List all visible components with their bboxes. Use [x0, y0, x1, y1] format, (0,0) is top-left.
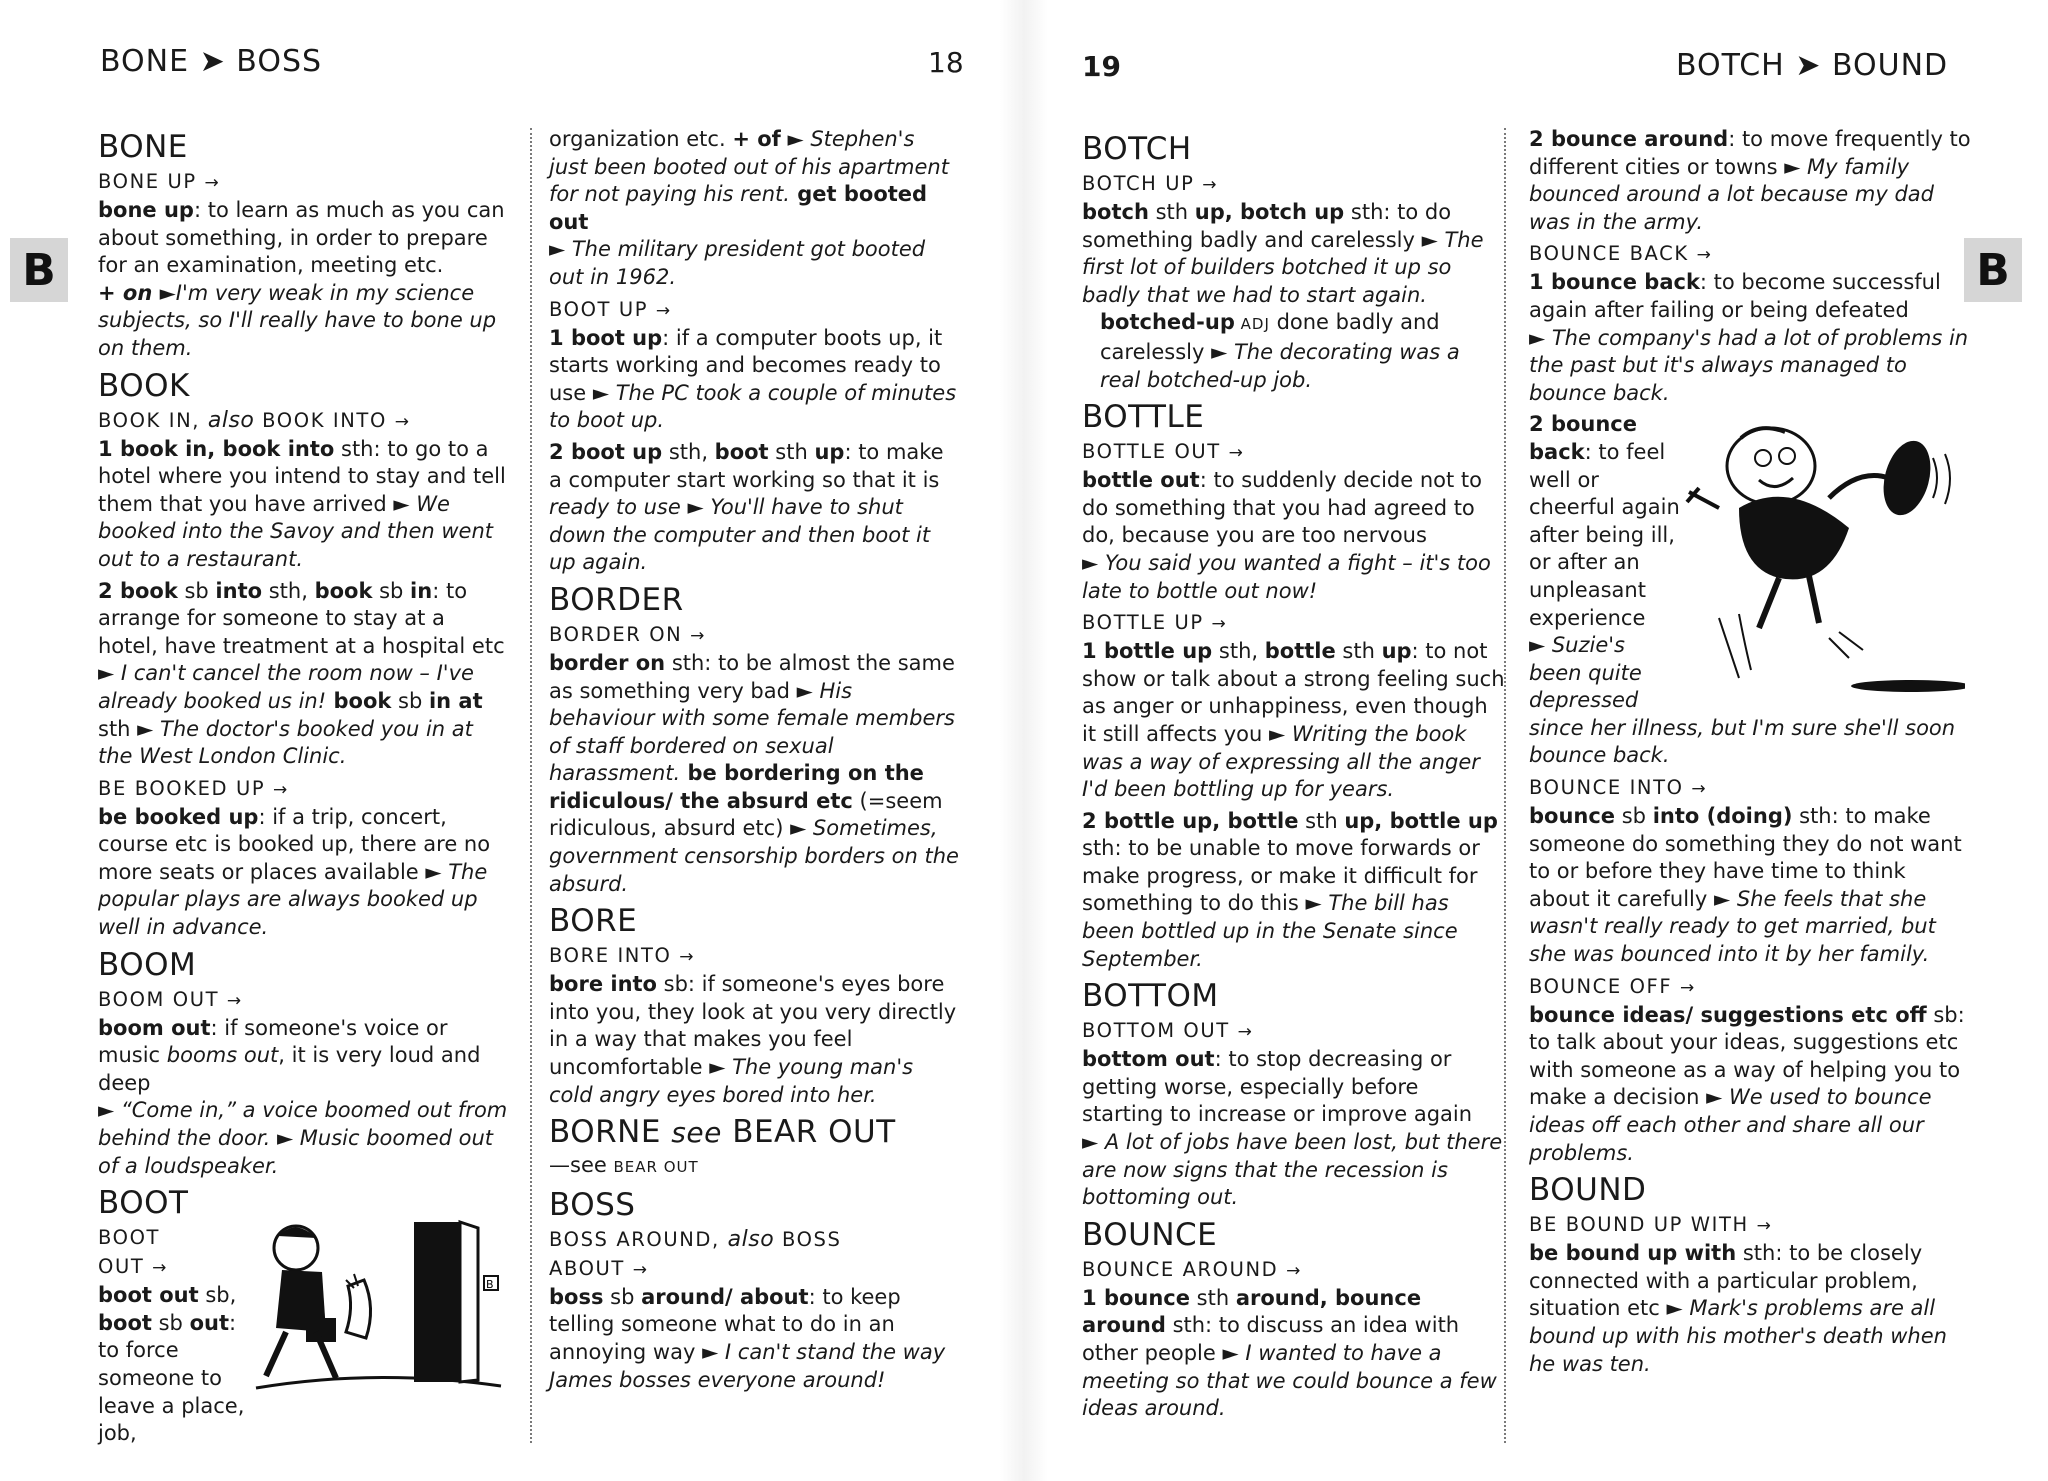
definition-line: after being ill,	[1529, 522, 1675, 547]
phrasal-verb-heading: BOTTLE UP →	[1082, 611, 1228, 635]
definition-line: or after an	[1529, 550, 1640, 575]
phrasal-verb-heading: BOOK IN, also BOOK INTO →	[98, 407, 411, 433]
definition: boot sb out:	[98, 1310, 237, 1335]
definition: be booked up: if a trip, concert, course etc is booked up, there are no more seats or places available ► The popular plays are always booked up well in advance.	[98, 804, 491, 940]
triangle-bullet-icon: ►	[702, 1340, 719, 1364]
triangle-bullet-icon: ►	[1706, 1085, 1723, 1110]
triangle-bullet-icon: ►	[137, 716, 154, 741]
arrow-icon: →	[1696, 245, 1713, 266]
entry-headword: BOOT	[98, 1185, 189, 1222]
triangle-bullet-icon: ►	[1714, 886, 1731, 911]
svg-text:B: B	[486, 1278, 494, 1291]
phrasal-verb-heading: BOUNCE INTO →	[1529, 776, 1708, 800]
arrow-icon: →	[1679, 977, 1696, 998]
definition: bounce sb into (doing) sth: to make someone do something they do not want to or before they have time to think about it carefully ► She feels that she wasn't really ready to get married, but she was bounced into it by her family.	[1529, 804, 1962, 967]
triangle-bullet-icon: ►	[790, 816, 807, 841]
arrow-icon: →	[1211, 614, 1228, 635]
triangle-bullet-icon: ►	[1222, 1341, 1239, 1365]
triangle-bullet-icon: ►	[393, 491, 410, 516]
phrasal-verb-heading: BONE UP →	[98, 170, 221, 193]
triangle-bullet-icon: ►	[1529, 325, 1546, 350]
thumb-index-tab-left: B	[10, 238, 68, 302]
running-head-left: BONE ➤ BOSS	[100, 44, 323, 79]
arrow-icon: →	[1237, 1022, 1254, 1043]
triangle-bullet-icon: ►	[549, 237, 566, 262]
triangle-bullet-icon: ►	[276, 1126, 294, 1151]
example-line: ► Suzie's	[1529, 633, 1625, 658]
entry-headword: BOUNCE	[1082, 1216, 1218, 1253]
definition: boot out sb,	[98, 1283, 237, 1308]
definition-line: 2 bounce	[1529, 412, 1637, 437]
triangle-bullet-icon: ►	[592, 380, 610, 405]
arrow-icon: →	[394, 411, 411, 432]
triangle-bullet-icon: ►	[1421, 227, 1438, 252]
definition: 2 book sb into sth, book sb in: to arrange for someone to stay at a hotel, have treatment at a hospital etc ► I can't cancel the room now – I've already booked us in! book sb in at sth ► The doctor's booked you in at the West London Clinic.	[98, 578, 505, 769]
definition: bounce ideas/ suggestions etc off sb: to talk about your ideas, suggestions etc with someone as a way of helping you to make a decision ► We used to bounce ideas off each other and share all our problems.	[1529, 1002, 1965, 1165]
definition-line: experience	[1529, 605, 1646, 630]
phrasal-verb-heading: BOUNCE OFF →	[1529, 974, 1696, 998]
definition-line: well or	[1529, 467, 1599, 492]
triangle-bullet-icon: ►	[1082, 1130, 1099, 1155]
page-number-right: 19	[1082, 50, 1121, 83]
definition: 1 bounce sth around, bounce around sth: to discuss an idea with other people ► I wanted to have a meeting so that we could bounce a few ideas around.	[1082, 1285, 1497, 1421]
column-divider	[530, 128, 532, 1443]
phrasal-verb-heading: BOTTOM OUT →	[1082, 1019, 1254, 1043]
entry-headword: BOOK	[98, 367, 190, 404]
boot-out-cartoon-illustration	[246, 1208, 508, 1394]
triangle-bullet-icon: ►	[1211, 339, 1228, 364]
example: + on ►I'm very weak in my science subjects, so I'll really have to bone up on them.	[98, 280, 497, 360]
triangle-bullet-icon: ►	[796, 678, 813, 703]
triangle-bullet-icon: ►	[709, 1055, 726, 1080]
definition: boss sb around/ about: to keep telling someone what to do in an annoying way ► I can't stand the way James bosses everyone around!	[549, 1284, 946, 1392]
arrow-icon: →	[273, 779, 289, 800]
column-divider	[1504, 128, 1506, 1443]
entry-headword: BOUND	[1529, 1172, 1647, 1209]
triangle-bullet-icon: ►	[98, 661, 115, 686]
triangle-bullet-icon: ►	[1269, 721, 1286, 746]
arrow-icon: →	[1691, 779, 1708, 800]
entry-headword: BOOM	[98, 946, 197, 983]
definition-line: job,	[98, 1421, 137, 1446]
definition: 1 bottle up sth, bottle sth up: to not show or talk about a strong feeling such as anger or unhappiness, even though it still affects you ► Writing the book was a way of expressing all the anger I'd been bottling up for years.	[1082, 639, 1505, 802]
phrasal-verb-heading: BOSS AROUND, also BOSS	[549, 1226, 842, 1252]
phrasal-verb-heading: BOUNCE AROUND →	[1082, 1257, 1302, 1281]
phrasal-verb-heading: BE BOOKED UP →	[98, 776, 289, 800]
arrow-icon: →	[690, 625, 707, 646]
phrasal-verb-heading: BOOT	[98, 1226, 161, 1250]
triangle-bullet-icon: ►	[425, 859, 442, 884]
definition-continued: organization etc. + of ► Stephen's just been booted out of his apartment for not paying his rent. get booted out ► The military president got booted out in 1962.	[549, 127, 949, 289]
definition-line: leave a place,	[98, 1393, 245, 1418]
bounce-back-cartoon-illustration	[1679, 418, 1965, 698]
definition-line: someone to	[98, 1366, 223, 1390]
entry-headword: BORNE see BEAR OUT	[549, 1114, 896, 1151]
example-line: depressed	[1529, 688, 1639, 713]
entry-headword: BORDER	[549, 581, 684, 618]
arrow-icon: →	[226, 990, 243, 1011]
entry-headword: BORE	[549, 903, 638, 940]
arrow-icon: →	[204, 173, 221, 193]
definition: 2 boot up sth, boot sth up: to make a computer start working so that it is ready to use ► You'll have to shut down the computer and then boot it up again.	[549, 439, 944, 575]
phrasal-verb-heading: BOOM OUT →	[98, 987, 243, 1011]
phrasal-verb-heading: BORE INTO →	[549, 944, 696, 968]
triangle-bullet-icon: ►	[1082, 550, 1099, 575]
definition: border on sth: to be almost the same as something very bad ► His behaviour with some female members of staff bordered on sexual harassment. be bordering on the ridiculous/ the absurd etc (=seem ridiculous, absurd etc) ► Sometimes, government censorship borders on the absurd.	[549, 650, 959, 896]
example-line: been quite	[1529, 660, 1642, 685]
arrow-icon: →	[1228, 443, 1245, 464]
definition: 1 bounce back: to become successful again after failing or being defeated ► The company's had a lot of problems in the past but it's always managed to bounce back.	[1529, 270, 1969, 405]
triangle-bullet-icon: ►	[1305, 891, 1322, 916]
page-number-left: 18	[928, 46, 964, 79]
triangle-bullet-icon: ►	[687, 495, 704, 520]
right-page	[1024, 0, 2048, 1481]
definition: 2 bottle up, bottle sth up, bottle up sth: to be unable to move forwards or make progress, or make it difficult for something to do this ► The bill has been bottled up in the Senate since September.	[1082, 808, 1498, 971]
right-column-1	[1082, 126, 1506, 1423]
triangle-bullet-icon: ►	[159, 280, 176, 305]
triangle-bullet-icon: ►	[98, 1098, 115, 1123]
definition: botch sth up, botch up sth: to do something badly and carelessly ► The first lot of builders botched it up so badly that we had to start again.	[1082, 200, 1484, 307]
definition: bone up: to learn as much as you can about something, in order to prepare for an examination, meeting etc.	[98, 198, 505, 278]
cross-reference: —see BEAR OUT	[549, 1153, 699, 1178]
entry-headword: BOTTLE	[1082, 399, 1205, 436]
arrow-icon: →	[632, 1259, 649, 1280]
definition: bore into sb: if someone's eyes bore into you, they look at you very directly in a way that makes you feel uncomfortable ► The young man's cold angry eyes bored into her.	[549, 972, 957, 1107]
arrow-icon: →	[679, 947, 696, 968]
definition: 2 bounce around: to move frequently to different cities or towns ► My family bounced around a lot because my dad was in the army.	[1529, 127, 1971, 234]
definition-line: to force	[98, 1338, 179, 1363]
entry-headword: BOTCH	[1082, 131, 1192, 167]
running-head-right: BOTCH ➤ BOUND	[1676, 48, 1949, 83]
entry-headword: BONE	[98, 129, 188, 165]
arrow-icon: →	[1756, 1216, 1773, 1237]
phrasal-verb-heading: BOTTLE OUT →	[1082, 440, 1245, 464]
definition: 1 boot up: if a computer boots up, it starts working and becomes ready to use ► The PC took a couple of minutes to boot up.	[549, 325, 957, 433]
definition: 1 book in, book into sth: to go to a hotel where you intend to stay and tell them that you have arrived ► We booked into the Savoy and then went out to a restaurant.	[98, 436, 506, 571]
arrow-icon: →	[1286, 1260, 1302, 1281]
derived-form: botched-up ADJ done badly and carelessly ► The decorating was a real botched-up job.	[1100, 310, 1460, 392]
thumb-index-tab-right: B	[1964, 238, 2022, 302]
definition: bottle out: to suddenly decide not to do something that you had agreed to do, because you are too nervous ► You said you wanted a fight – it's too late to bottle out now!	[1082, 468, 1491, 603]
definition: boom out: if someone's voice or music booms out, it is very loud and deep ► “Come in,” a voice boomed out from behind the door. ► Music boomed out of a loudspeaker.	[98, 1015, 508, 1178]
phrasal-verb-heading: BORDER ON →	[549, 622, 707, 646]
phrasal-verb-heading: BOUNCE BACK →	[1529, 242, 1713, 266]
definition: bottom out: to stop decreasing or getting worse, especially before starting to increase or improve again ► A lot of jobs have been lost, but there are now signs that the recession is bottoming out.	[1082, 1047, 1503, 1210]
phrasal-verb-heading: ABOUT →	[549, 1256, 649, 1280]
definition-line: unpleasant	[1529, 577, 1646, 602]
arrow-icon: →	[655, 300, 672, 321]
definition: be bound up with sth: to be closely connected with a particular problem, situation etc ► Mark's problems are all bound up with his mother's death when he was ten.	[1529, 1241, 1947, 1376]
example-line: since her illness, but I'm sure she'll soon bounce back.	[1529, 715, 1956, 768]
definition-line: back: to feel	[1529, 439, 1666, 464]
phrasal-verb-heading: BE BOUND UP WITH →	[1529, 1213, 1773, 1237]
entry-headword: BOTTOM	[1082, 978, 1219, 1015]
arrow-icon: →	[1202, 175, 1219, 195]
triangle-bullet-icon: ►	[1666, 1296, 1683, 1321]
triangle-bullet-icon: ►	[1529, 633, 1546, 658]
phrasal-verb-heading: OUT →	[98, 1255, 169, 1279]
entry-headword: BOSS	[549, 1186, 636, 1223]
phrasal-verb-heading: BOOT UP →	[549, 297, 672, 321]
phrasal-verb-heading: BOTCH UP →	[1082, 172, 1219, 195]
triangle-bullet-icon: ►	[787, 127, 804, 151]
left-column-2	[549, 126, 959, 1394]
triangle-bullet-icon: ►	[1784, 154, 1801, 179]
right-column-2	[1529, 126, 1971, 1378]
definition-line: cheerful again	[1529, 495, 1680, 520]
arrow-icon: →	[152, 1258, 169, 1279]
